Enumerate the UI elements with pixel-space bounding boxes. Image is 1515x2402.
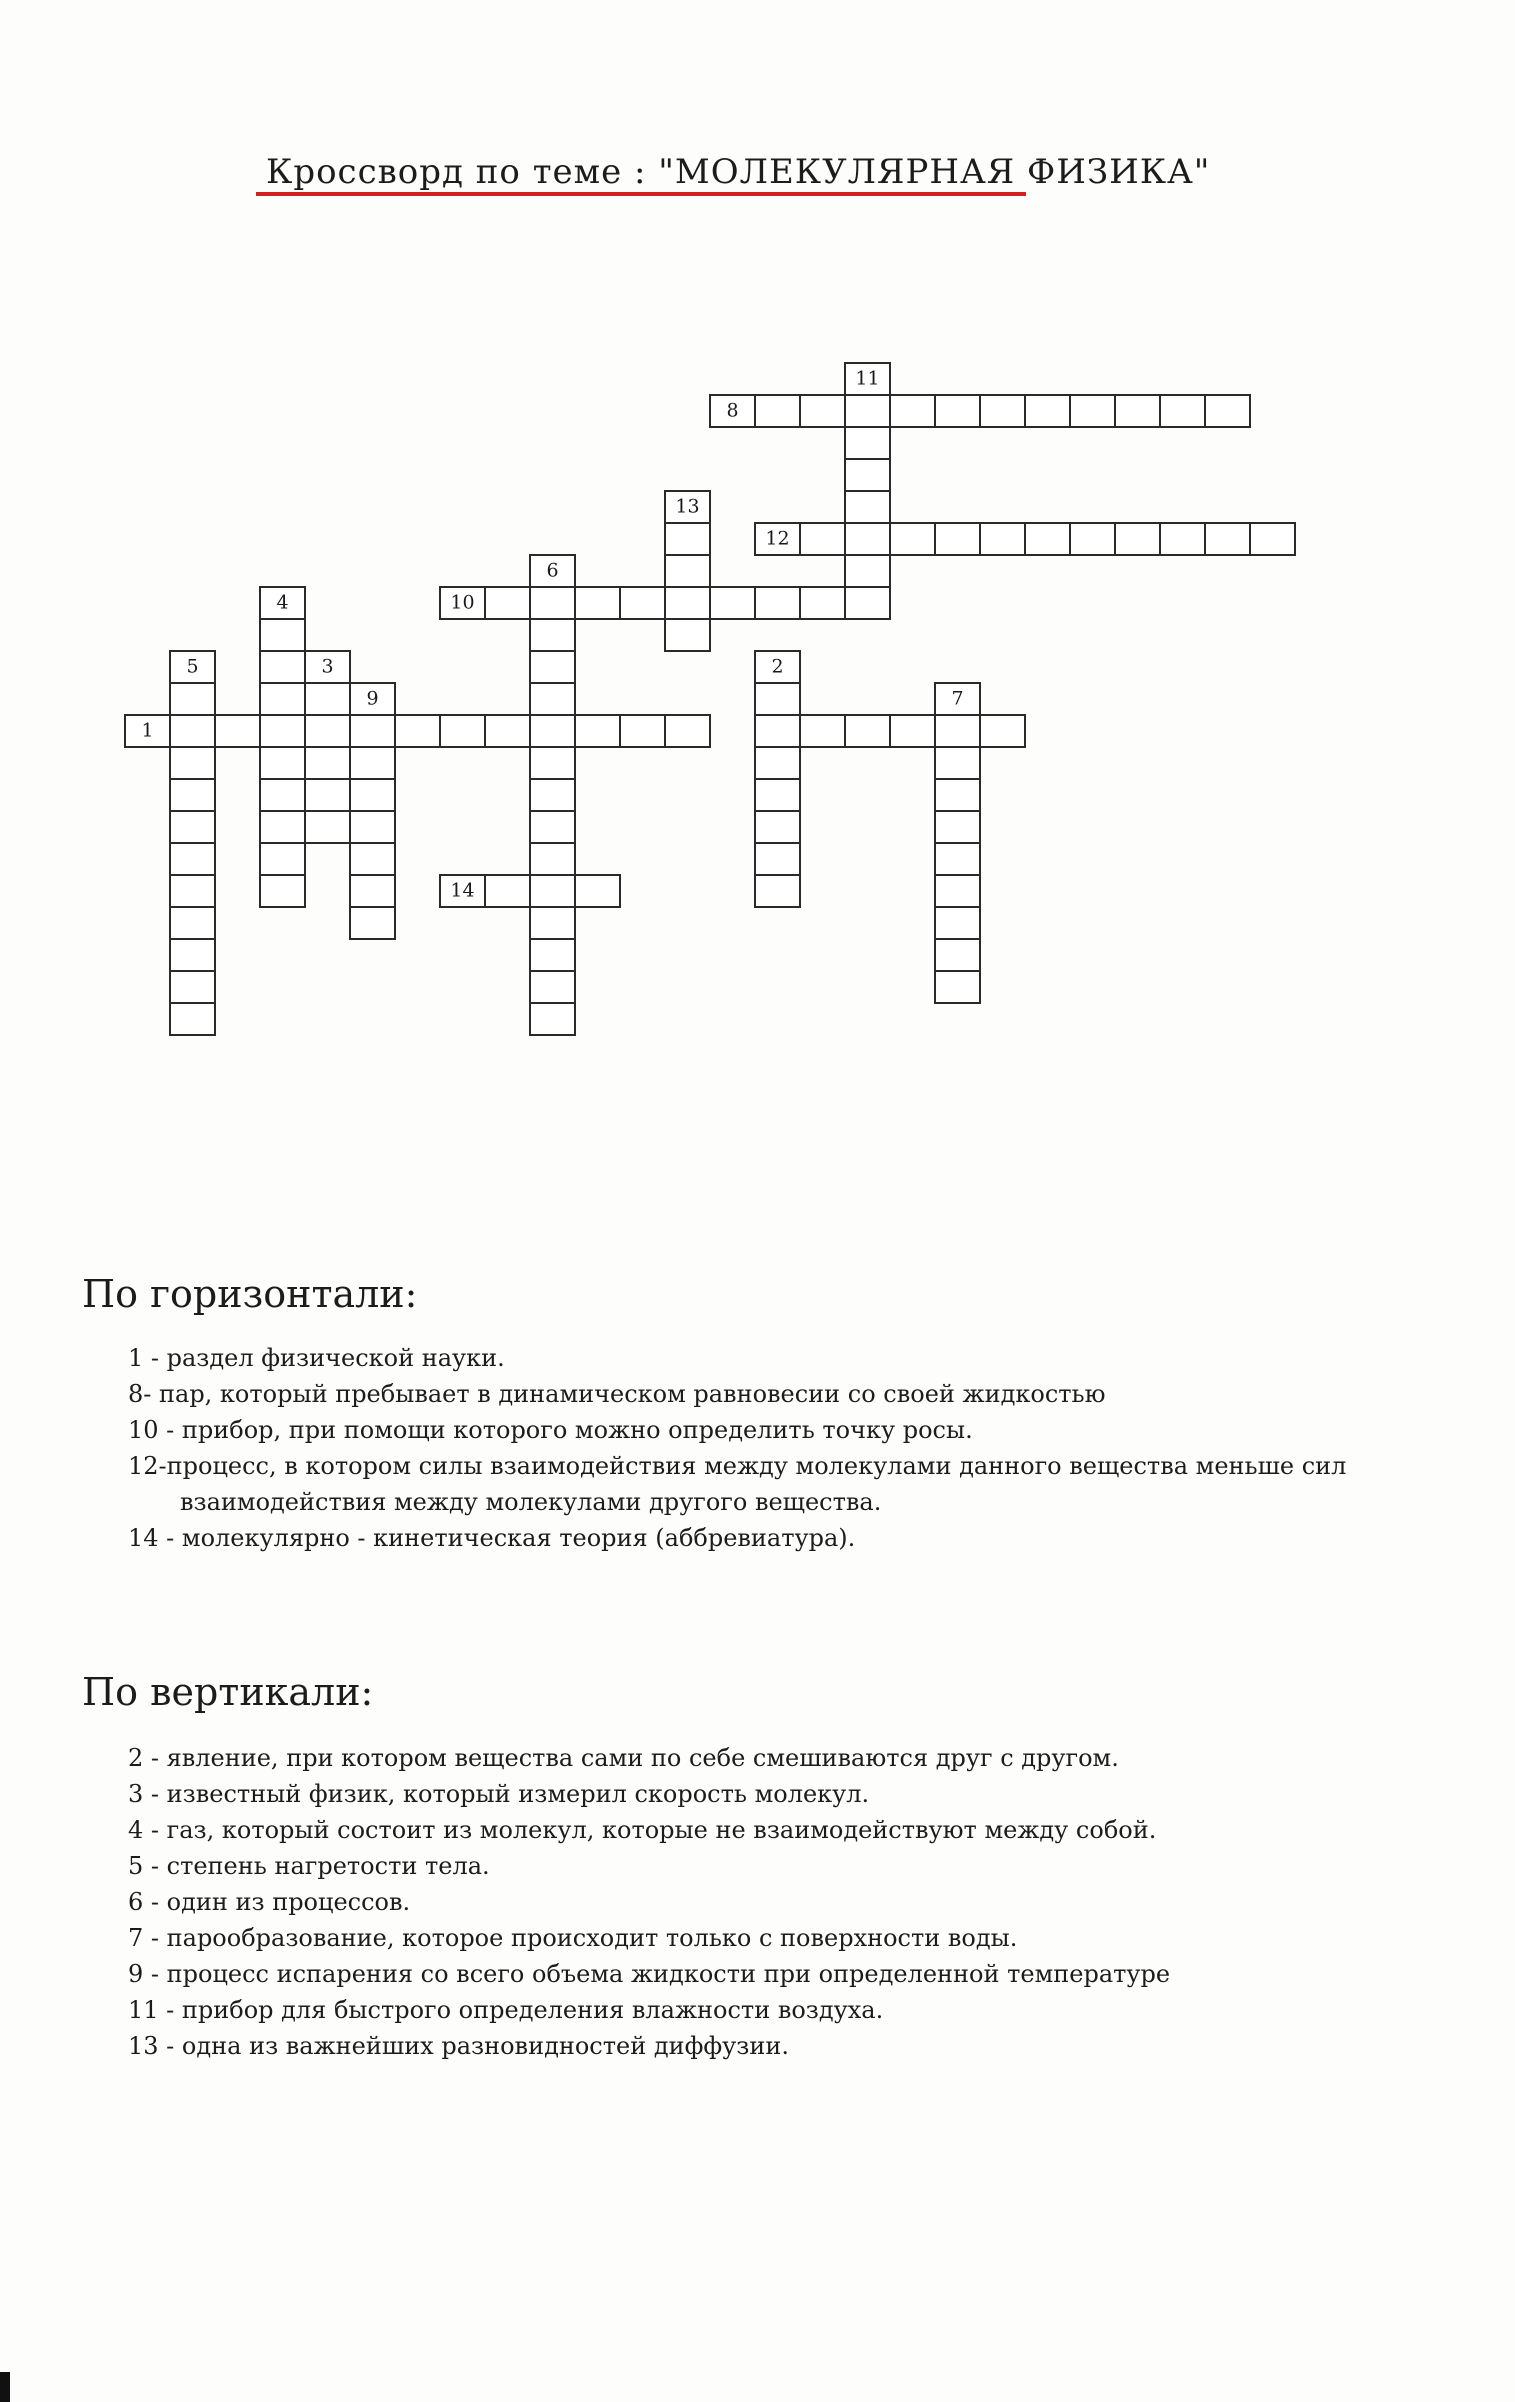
crossword-cell[interactable]	[259, 746, 306, 780]
crossword-cell[interactable]	[754, 650, 801, 684]
crossword-cell[interactable]	[934, 746, 981, 780]
crossword-cell[interactable]	[169, 650, 216, 684]
crossword-cell[interactable]	[664, 554, 711, 588]
crossword-cell[interactable]	[1204, 522, 1251, 556]
crossword-cell[interactable]	[934, 714, 981, 748]
crossword-cell[interactable]	[889, 522, 936, 556]
across-clue: 14 - молекулярно - кинетическая теория (аббревиатура).	[128, 1524, 856, 1552]
crossword-cell[interactable]	[754, 714, 801, 748]
crossword-cell[interactable]	[934, 394, 981, 428]
crossword-cell[interactable]	[1204, 394, 1251, 428]
down-clue: 13 - одна из важнейших разновидностей диффузии.	[128, 2032, 790, 2060]
crossword-cell[interactable]	[169, 810, 216, 844]
clue-number: 5	[186, 655, 199, 678]
crossword-cell[interactable]	[979, 394, 1026, 428]
across-clue-list	[128, 1340, 1368, 1556]
crossword-cell[interactable]	[529, 554, 576, 588]
crossword-cell[interactable]	[304, 810, 351, 844]
clue-number: 11	[855, 367, 880, 390]
down-clue: 5 - степень нагретости тела.	[128, 1852, 490, 1880]
crossword-cell[interactable]	[709, 586, 756, 620]
crossword-cell[interactable]	[529, 810, 576, 844]
clue-number: 10	[450, 591, 475, 614]
across-clue: 10 - прибор, при помощи которого можно определить точку росы.	[128, 1416, 973, 1444]
crossword-cell[interactable]	[1249, 522, 1296, 556]
crossword-cell[interactable]	[934, 682, 981, 716]
crossword-cell[interactable]	[529, 842, 576, 876]
crossword-cell[interactable]	[1159, 522, 1206, 556]
crossword-cell[interactable]	[529, 586, 576, 620]
crossword-cell[interactable]	[169, 938, 216, 972]
crossword-cell[interactable]	[664, 586, 711, 620]
crossword-cell[interactable]	[844, 458, 891, 492]
crossword-cell[interactable]	[259, 842, 306, 876]
crossword-cell[interactable]	[529, 1002, 576, 1036]
crossword-cell[interactable]	[799, 714, 846, 748]
across-clue: 8- пар, который пребывает в динамическом равновесии со своей жидкостью	[128, 1380, 1106, 1408]
crossword-cell[interactable]	[349, 682, 396, 716]
crossword-cell[interactable]	[1024, 522, 1071, 556]
page-title: Кроссворд по теме : "МОЛЕКУЛЯРНАЯ ФИЗИКА"	[266, 152, 1211, 192]
crossword-cell[interactable]	[394, 714, 441, 748]
crossword-cell[interactable]	[664, 714, 711, 748]
clue-number: 1	[141, 719, 154, 742]
clue-number: 3	[321, 655, 334, 678]
crossword-cell[interactable]	[529, 682, 576, 716]
crossword-cell[interactable]	[349, 746, 396, 780]
down-clue: 3 - известный физик, который измерил скорость молекул.	[128, 1780, 870, 1808]
crossword-cell[interactable]	[754, 586, 801, 620]
crossword-cell[interactable]	[529, 970, 576, 1004]
crossword-cell[interactable]	[844, 714, 891, 748]
crossword-cell[interactable]	[259, 810, 306, 844]
crossword-cell[interactable]	[934, 874, 981, 908]
crossword-cell[interactable]	[754, 778, 801, 812]
crossword-cell[interactable]	[169, 682, 216, 716]
crossword-cell[interactable]	[934, 842, 981, 876]
crossword-cell[interactable]	[304, 714, 351, 748]
crossword-cell[interactable]	[1069, 522, 1116, 556]
crossword-cell[interactable]	[889, 714, 936, 748]
crossword-cell[interactable]	[259, 874, 306, 908]
crossword-cell[interactable]	[844, 554, 891, 588]
crossword-cell[interactable]	[259, 714, 306, 748]
crossword-cell[interactable]	[214, 714, 261, 748]
crossword-cell[interactable]	[934, 970, 981, 1004]
crossword-cell[interactable]	[754, 682, 801, 716]
clue-number: 12	[765, 527, 790, 550]
down-clue: 2 - явление, при котором вещества сами по себе смешиваются друг с другом.	[128, 1744, 1119, 1772]
crossword-cell[interactable]	[169, 1002, 216, 1036]
crossword-cell[interactable]	[934, 810, 981, 844]
crossword-cell[interactable]	[304, 746, 351, 780]
crossword-cell[interactable]	[799, 586, 846, 620]
clue-number: 4	[276, 591, 289, 614]
crossword-cell[interactable]	[529, 618, 576, 652]
crossword-cell[interactable]	[169, 842, 216, 876]
across-clue: 1 - раздел физической науки.	[128, 1344, 505, 1372]
crossword-cell[interactable]	[1024, 394, 1071, 428]
crossword-cell[interactable]	[619, 586, 666, 620]
crossword-cell[interactable]	[664, 618, 711, 652]
scan-edge-mark	[0, 2372, 10, 2402]
crossword-cell[interactable]	[259, 650, 306, 684]
crossword-cell[interactable]	[934, 938, 981, 972]
crossword-cell[interactable]	[484, 874, 531, 908]
crossword-cell[interactable]	[799, 522, 846, 556]
crossword-cell[interactable]	[484, 586, 531, 620]
crossword-cell[interactable]	[844, 490, 891, 524]
crossword-cell[interactable]	[889, 394, 936, 428]
clue-number: 9	[366, 687, 379, 710]
down-clue: 7 - парообразование, которое происходит только с поверхности воды.	[128, 1924, 1018, 1952]
crossword-cell[interactable]	[979, 522, 1026, 556]
clue-number: 6	[546, 559, 559, 582]
crossword-cell[interactable]	[529, 874, 576, 908]
crossword-cell[interactable]	[799, 394, 846, 428]
across-clue: 12-процесс, в котором силы взаимодействия между молекулами данного вещества меньше сил взаимодействия между молекулами другого вещества.	[128, 1452, 1347, 1516]
crossword-cell[interactable]	[844, 394, 891, 428]
crossword-cell[interactable]	[169, 746, 216, 780]
crossword-cell[interactable]	[484, 714, 531, 748]
crossword-cell[interactable]	[754, 394, 801, 428]
crossword-cell[interactable]	[844, 586, 891, 620]
crossword-cell[interactable]	[349, 906, 396, 940]
crossword-cell[interactable]	[664, 522, 711, 556]
crossword-cell[interactable]	[259, 682, 306, 716]
crossword-cell[interactable]	[529, 778, 576, 812]
crossword-cell[interactable]	[304, 778, 351, 812]
down-heading: По вертикали:	[82, 1670, 374, 1714]
crossword-cell[interactable]	[754, 522, 801, 556]
crossword-cell[interactable]	[934, 906, 981, 940]
crossword-cell[interactable]	[304, 650, 351, 684]
clue-number: 14	[450, 879, 475, 902]
down-clue: 11 - прибор для быстрого определения влажности воздуха.	[128, 1996, 884, 2024]
crossword-cell[interactable]	[754, 746, 801, 780]
crossword-cell[interactable]	[844, 522, 891, 556]
crossword-cell[interactable]	[844, 426, 891, 460]
crossword-cell[interactable]	[1069, 394, 1116, 428]
crossword-grid	[0, 0, 1515, 1200]
clue-number: 2	[771, 655, 784, 678]
crossword-cell[interactable]	[1159, 394, 1206, 428]
crossword-cell[interactable]	[439, 874, 486, 908]
crossword-cell[interactable]	[304, 682, 351, 716]
crossword-cell[interactable]	[349, 810, 396, 844]
crossword-cell[interactable]	[979, 714, 1026, 748]
down-clue: 9 - процесс испарения со всего объема жидкости при определенной температуре	[128, 1960, 1171, 1988]
crossword-cell[interactable]	[574, 874, 621, 908]
crossword-cell[interactable]	[664, 490, 711, 524]
crossword-cell[interactable]	[529, 714, 576, 748]
crossword-cell[interactable]	[754, 874, 801, 908]
clue-number: 8	[726, 399, 739, 422]
crossword-cell[interactable]	[529, 906, 576, 940]
crossword-cell[interactable]	[574, 714, 621, 748]
crossword-cell[interactable]	[619, 714, 666, 748]
clue-number: 7	[951, 687, 964, 710]
crossword-cell[interactable]	[124, 714, 171, 748]
across-heading: По горизонтали:	[82, 1272, 418, 1316]
crossword-cell[interactable]	[574, 586, 621, 620]
crossword-cell[interactable]	[349, 778, 396, 812]
crossword-cell[interactable]	[169, 906, 216, 940]
crossword-cell[interactable]	[754, 810, 801, 844]
crossword-cell[interactable]	[1114, 394, 1161, 428]
crossword-cell[interactable]	[439, 714, 486, 748]
crossword-cell[interactable]	[844, 362, 891, 396]
clue-number: 13	[675, 495, 700, 518]
crossword-cell[interactable]	[934, 522, 981, 556]
crossword-cell[interactable]	[529, 650, 576, 684]
crossword-cell[interactable]	[169, 874, 216, 908]
crossword-cell[interactable]	[349, 714, 396, 748]
crossword-cell[interactable]	[259, 778, 306, 812]
crossword-cell[interactable]	[529, 938, 576, 972]
down-clue: 6 - один из процессов.	[128, 1888, 411, 1916]
crossword-cell[interactable]	[259, 586, 306, 620]
down-clue: 4 - газ, который состоит из молекул, которые не взаимодействуют между собой.	[128, 1816, 1157, 1844]
crossword-cell[interactable]	[934, 778, 981, 812]
crossword-cell[interactable]	[529, 746, 576, 780]
crossword-cell[interactable]	[349, 874, 396, 908]
crossword-cell[interactable]	[439, 586, 486, 620]
crossword-cell[interactable]	[754, 842, 801, 876]
crossword-cell[interactable]	[1114, 522, 1161, 556]
crossword-cell[interactable]	[259, 618, 306, 652]
down-clue-list	[128, 1740, 1368, 2064]
crossword-cell[interactable]	[169, 970, 216, 1004]
crossword-cell[interactable]	[169, 778, 216, 812]
crossword-cell[interactable]	[709, 394, 756, 428]
crossword-cell[interactable]	[169, 714, 216, 748]
crossword-cell[interactable]	[349, 842, 396, 876]
